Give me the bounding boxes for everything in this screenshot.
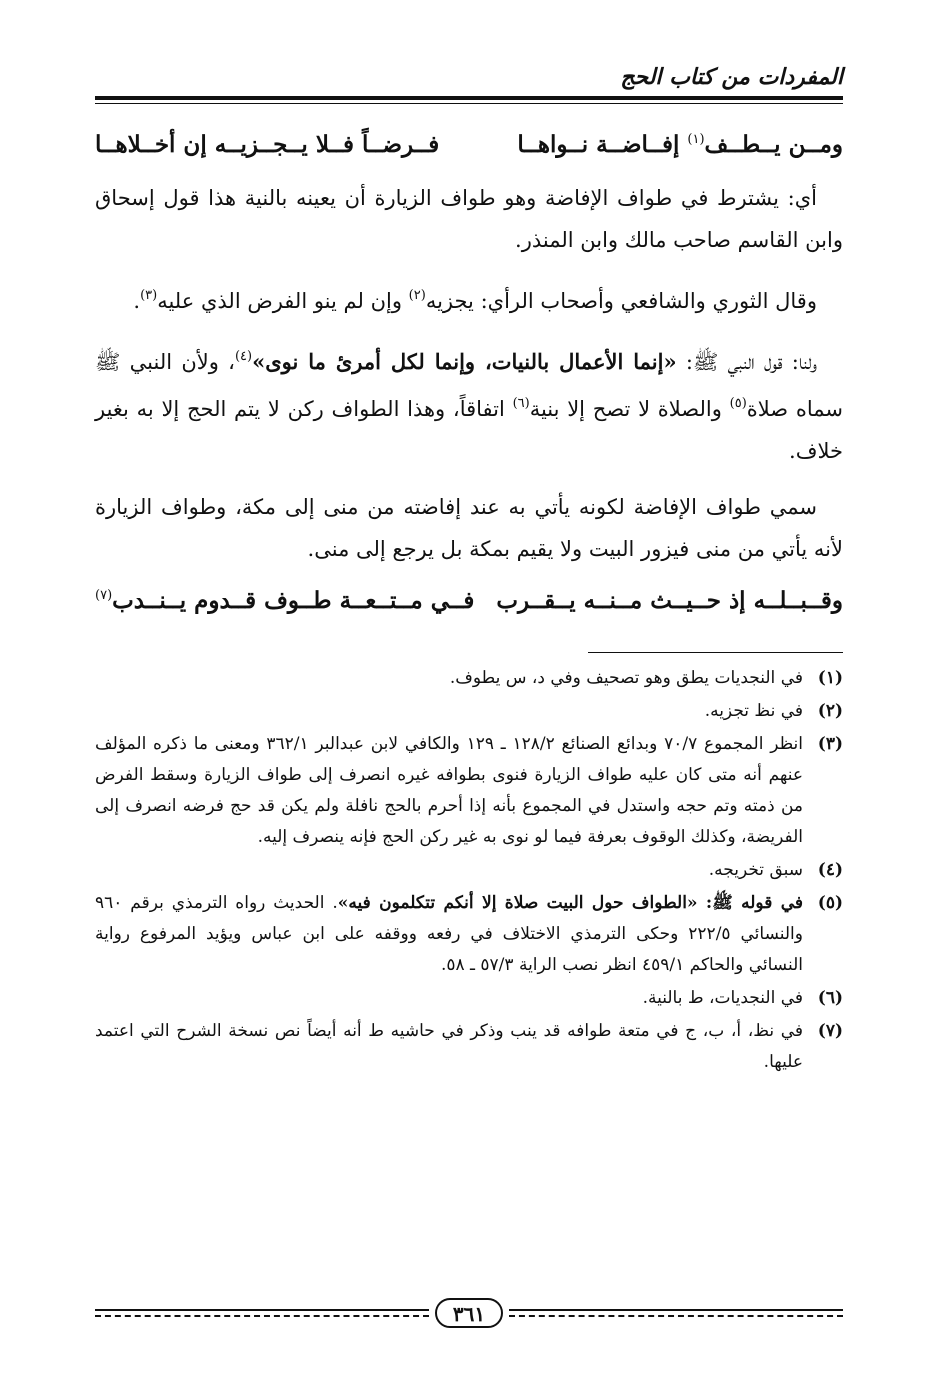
footnote-2 — [95, 696, 843, 727]
footnote-marker-5: (٥) — [729, 395, 747, 411]
footnote-marker-4: (٤) — [234, 348, 253, 364]
footnote-marker-1: (١) — [687, 132, 705, 147]
footnote-text: في قوله ﷺ: «الطواف حول البيت صلاة إلا أنكم تتكلمون فيه». الحديث رواه الترمذي برقم ٩٦٠ والنسائي ٢٢٢/٥ وحكى الترمذي الاختلاف في رفعه ووقفه على ابن عباس ويؤيد المرفوع رواية النسائي والحاكم ٤٥٩/١ انظر نصب الراية ٥٧/٣ ـ ٥٨. — [95, 893, 804, 975]
footnote-hadith: «الطواف حول البيت صلاة إلا أنكم تتكلمون فيه» — [337, 893, 698, 913]
footnote-number: (١) — [817, 668, 843, 688]
hadith-quote: «إنما الأعمال بالنيات، وإنما لكل أمرئ ما نوى» — [252, 348, 677, 374]
paragraph-1: أي: يشترط في طواف الإفاضة وهو طواف الزيارة أن يعينه بالنية هذا قول إسحاق وابن القاسم صاحب مالك وابن المنذر. — [95, 185, 843, 252]
footnote-text: في النجديات، ط بالنية. — [642, 988, 803, 1008]
footer-rule-left — [95, 1309, 429, 1317]
paragraph-4: سمي طواف الإفاضة لكونه يأتي به عند إفاضته من منى إلى مكة، وطواف الزيارة لأنه يأتي من منى فيزور البيت ولا يقيم بمكة بل يرجع إلى منى. — [95, 494, 843, 561]
footnote-5 — [95, 888, 843, 981]
footnote-number: (٧) — [817, 1021, 843, 1041]
verse-2-right-hemistich: وقــبــلــه إذ حــيــث مــنــه يــقــرب — [496, 586, 843, 614]
footnote-text: في نظ تجزيه. — [704, 701, 803, 721]
footnote-marker-3: (٣) — [140, 287, 158, 303]
footnote-separator — [588, 652, 843, 653]
footnote-number: (٣) — [817, 734, 843, 754]
footnote-text: سبق تخريجه. — [708, 860, 803, 880]
footnote-text: في النجديات يطق وهو تصحيف وفي د، س يطوف. — [449, 668, 803, 688]
verse-line-2 — [95, 584, 843, 619]
footnote-3 — [95, 729, 843, 853]
footnote-number: (٦) — [817, 988, 843, 1008]
footnote-text: انظر المجموع ٧٠/٧ وبدائع الصنائع ١٢٨/٢ ـ ١٢٩ والكافي لابن عبدالبر ٣٦٢/١ ومعنى ما ذكره المؤلف عنهم أنه متى كان عليه طواف الزيارة فنوى بطوافه غيره انصرف إلى طواف الزيارة وسقط الفرض من ذمته وتم حجه واستدل في المجموع بأنه إذا أحرم بالحج نافلة ولم يكن قد حج فرضه انصرف إلى الفريضة، وكذلك الوقوف بعرفة فيما لو نوى به غير ركن الحج فإنه ينصرف إليه. — [95, 734, 803, 847]
verse-1-left-hemistich: فــرضــاً فــلا يــجــزيــه إن أخــلاهــا — [95, 131, 440, 158]
footnote-4 — [95, 855, 843, 886]
paragraph-3: ولنا: قول النبي ﷺ: «إنما الأعمال بالنيات، وإنما لكل أمرئ ما نوى»$^{(٤)}$، ولأن النبي ﷺ سماه صلاة$^{(٥)}$ والصلاة لا تصح إلا بنية$^{(٦)}$ اتفاقاً، وهذا الطواف ركن لا يتم الحج إلا به بغير خلاف. — [95, 348, 843, 463]
footnote-number: (٤) — [817, 860, 843, 880]
footnote-text: في نظ، أ، ب، ج في متعة طوافه قد ينب وذكر في حاشيه ط أنه أيضاً نص نسخة الشرح التي اعتمد عليها. — [95, 1021, 803, 1072]
running-header — [95, 40, 843, 96]
header-rule-thin — [95, 103, 843, 104]
footnote-number: (٥) — [817, 893, 843, 913]
running-title: المفردات من كتاب الحج — [620, 64, 843, 90]
footnote-marker-2: (٢) — [408, 287, 426, 303]
footnote-1 — [95, 663, 843, 694]
page-footer — [95, 1296, 843, 1330]
footnote-marker-7: (٧) — [95, 587, 113, 603]
verse-line-1 — [95, 128, 843, 163]
footnote-lead: في قوله ﷺ: — [697, 893, 804, 913]
verse-1-right-hemistich: ومــن يــطــف$^{(١)}$ إفــاضــة نــواهــا — [517, 131, 843, 158]
footnote-7 — [95, 1016, 843, 1078]
header-rule-thick — [95, 96, 843, 100]
footnote-6 — [95, 983, 843, 1014]
footnotes — [95, 663, 843, 1078]
footnote-marker-6: (٦) — [512, 395, 530, 411]
footer-rule-right — [509, 1309, 843, 1317]
book-page — [95, 40, 843, 1348]
verse-2-left-hemistich: فــي مــتــعــة طــوف قــدوم يــنــدب$^{(٧)}$ — [95, 586, 475, 614]
paragraph-2: وقال الثوري والشافعي وأصحاب الرأي: يجزيه$^{(٢)}$ وإن لم ينو الفرض الذي عليه$^{(٣)}$. — [133, 287, 817, 313]
footnote-number: (٢) — [817, 701, 843, 721]
page-number: ٣٦١ — [435, 1298, 503, 1328]
